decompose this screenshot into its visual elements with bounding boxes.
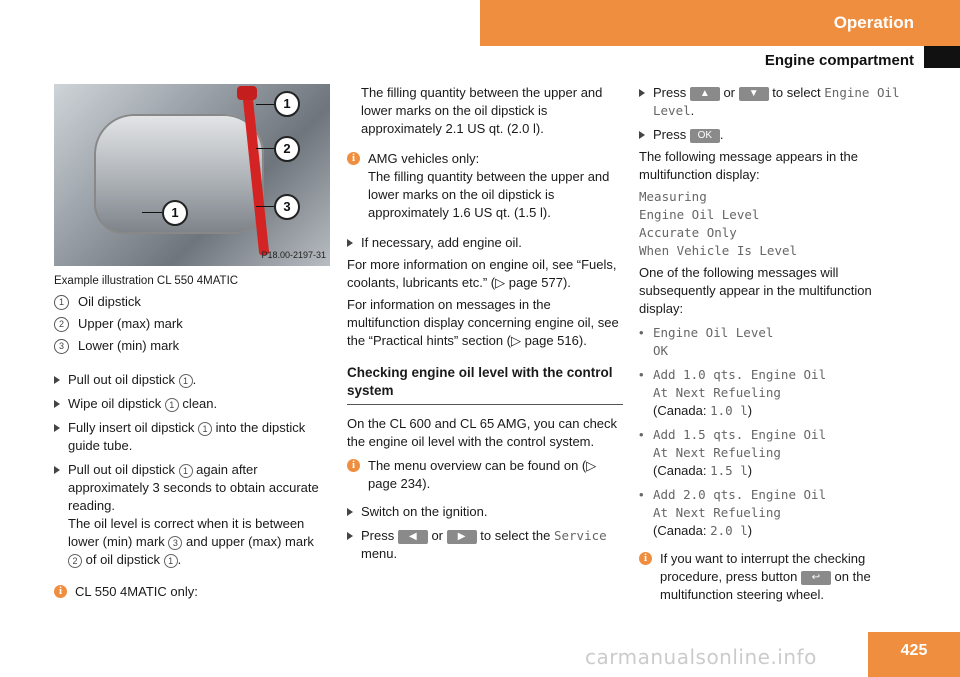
- message-line: At Next Refueling: [653, 505, 781, 520]
- engine-illustration: [54, 84, 330, 266]
- leader-line: [142, 212, 162, 213]
- paragraph: One of the following messages will subsequently appear in the multifunction display:: [639, 265, 872, 316]
- bullet: •: [639, 325, 644, 340]
- bullet: •: [639, 427, 644, 442]
- message-line: Add 1.0 qts. Engine Oil: [653, 367, 827, 382]
- step-text: Wipe oil dipstick 1 clean.: [68, 396, 218, 411]
- message-line: Add 2.0 qts. Engine Oil: [653, 487, 827, 502]
- menu-name: Service: [553, 528, 607, 543]
- dipstick-handle-image: [237, 86, 257, 100]
- up-arrow-key-icon: ▲: [690, 87, 720, 101]
- info-icon: i: [639, 552, 652, 565]
- column-3: [639, 84, 915, 604]
- canada-note: (Canada: 1.5 l): [653, 463, 753, 478]
- callout-1-bottom: 1: [162, 200, 188, 226]
- info-text: The menu overview can be found on (▷ page 234).: [368, 458, 597, 491]
- paragraph: For information on messages in the multifunction display concerning engine oil, see the “Practical hints” section (▷ page 516).: [347, 297, 619, 348]
- page-reference-link[interactable]: ▷ page 234: [368, 458, 597, 491]
- callout-3: 3: [274, 194, 300, 220]
- bullet: •: [639, 367, 644, 382]
- step-text: Fully insert oil dipstick 1 into the dipstick guide tube.: [68, 420, 306, 453]
- instruction-step: [347, 527, 623, 563]
- paragraph: For more information on engine oil, see “Fuels, coolants, lubricants etc.” (▷ page 577).: [347, 257, 617, 290]
- step-text: Pull out oil dipstick 1 .: [68, 372, 197, 387]
- legend-text: Lower (min) mark: [78, 338, 180, 353]
- step-text: Pull out oil dipstick 1 again after approximately 3 seconds to obtain accurate reading. The oil level is correct when it is between lower (min) mark 3 and upper (max) mark 2 of oil dipstick 1 .: [68, 462, 319, 567]
- leader-line: [256, 148, 274, 149]
- figure-code: P18.00-2197-31: [261, 250, 326, 260]
- step-arrow-icon: [54, 466, 60, 474]
- canada-note: (Canada: 2.0 l): [653, 523, 753, 538]
- info-note: [347, 150, 623, 222]
- message-option: [639, 324, 915, 360]
- instruction-step: [54, 395, 330, 413]
- step-arrow-icon: [347, 508, 353, 516]
- section-marker: [924, 46, 960, 68]
- step-text: Press ▲ or ▼ to select Engine Oil Level.: [653, 85, 900, 118]
- display-message: [639, 188, 915, 260]
- menu-item-name: Engine Oil Level: [653, 85, 900, 118]
- leader-line: [256, 206, 274, 207]
- ref-number: 1: [179, 464, 193, 478]
- info-note: [347, 457, 623, 493]
- bullet: •: [639, 487, 644, 502]
- instruction-step: [347, 503, 623, 521]
- message-line: At Next Refueling: [653, 385, 781, 400]
- left-arrow-key-icon: ◀: [398, 530, 428, 544]
- chapter-title: Operation: [833, 13, 914, 32]
- figure-caption: Example illustration CL 550 4MATIC: [54, 275, 239, 287]
- filling-quantity-text: The filling quantity between the upper and lower marks on the oil dipstick is approximately 2.1 US qt. (2.0 l).: [361, 85, 603, 136]
- watermark: carmanualsonline.info: [585, 645, 817, 669]
- info-icon: i: [54, 585, 67, 598]
- step-arrow-icon: [347, 532, 353, 540]
- page-reference-link[interactable]: ▷ page 516: [511, 333, 579, 348]
- message-line: Add 1.5 qts. Engine Oil: [653, 427, 827, 442]
- down-arrow-key-icon: ▼: [739, 87, 769, 101]
- legend-item: [54, 293, 330, 311]
- column-1: [54, 84, 330, 601]
- step-text: Switch on the ignition.: [361, 504, 488, 519]
- legend-text: Upper (max) mark: [78, 316, 183, 331]
- ok-key-icon: OK: [690, 129, 720, 143]
- message-line: At Next Refueling: [653, 445, 781, 460]
- message-option: [639, 366, 915, 420]
- instruction-step: [347, 234, 623, 252]
- message-line: Accurate Only: [639, 225, 737, 240]
- legend-number: 3: [54, 339, 69, 354]
- step-arrow-icon: [54, 376, 60, 384]
- message-option: [639, 426, 915, 480]
- leader-line: [256, 104, 274, 105]
- right-arrow-key-icon: ▶: [447, 530, 477, 544]
- subheading: Checking engine oil level with the control system: [347, 364, 623, 405]
- instruction-step: [54, 419, 330, 455]
- step-arrow-icon: [639, 131, 645, 139]
- step-text: Press ◀ or ▶ to select the Service menu.: [361, 528, 607, 561]
- step-arrow-icon: [54, 424, 60, 432]
- page-number: 425: [868, 632, 960, 677]
- paragraph: The following message appears in the multifunction display:: [639, 149, 858, 182]
- message-line: When Vehicle Is Level: [639, 243, 798, 258]
- step-arrow-icon: [639, 89, 645, 97]
- instruction-step: [54, 371, 330, 389]
- ref-number: 1: [179, 374, 193, 388]
- info-icon: i: [347, 459, 360, 472]
- legend-number: 2: [54, 317, 69, 332]
- message-line: Measuring: [639, 189, 707, 204]
- callout-1: 1: [274, 91, 300, 117]
- legend-text: Oil dipstick: [78, 294, 141, 309]
- message-line: Engine Oil Level: [639, 207, 760, 222]
- back-key-icon: ↩: [801, 571, 831, 585]
- legend-number: 1: [54, 295, 69, 310]
- ref-number: 3: [168, 536, 182, 550]
- instruction-step: [639, 126, 915, 144]
- step-arrow-icon: [347, 239, 353, 247]
- chapter-tab: [480, 0, 960, 46]
- step-text: If necessary, add engine oil.: [361, 235, 522, 250]
- column-2: [347, 84, 623, 563]
- info-text: If you want to interrupt the checking procedure, press button ↩ on the multifunction steering wheel.: [660, 551, 871, 602]
- callout-2: 2: [274, 136, 300, 162]
- message-line: OK: [653, 343, 669, 358]
- page-reference-link[interactable]: ▷ page 577: [495, 275, 563, 290]
- instruction-step: [54, 461, 330, 569]
- step-text: Press OK .: [653, 127, 724, 142]
- legend-item: [54, 337, 330, 355]
- info-note: [54, 583, 330, 601]
- canada-note: (Canada: 1.0 l): [653, 403, 753, 418]
- step-arrow-icon: [54, 400, 60, 408]
- ref-number: 1: [165, 398, 179, 412]
- instruction-step: [639, 84, 915, 120]
- legend-item: [54, 315, 330, 333]
- ref-number: 1: [164, 554, 178, 568]
- info-text: AMG vehicles only: The filling quantity between the upper and lower marks on the oil dipstick is approximately 1.6 US qt. (1.5 l).: [368, 151, 610, 220]
- section-title: Engine compartment: [764, 52, 914, 69]
- message-line: Engine Oil Level: [653, 325, 774, 340]
- paragraph: On the CL 600 and CL 65 AMG, you can check the engine oil level with the control system.: [347, 416, 618, 449]
- info-text: CL 550 4MATIC only:: [75, 584, 198, 599]
- message-option: [639, 486, 915, 540]
- ref-number: 1: [198, 422, 212, 436]
- info-note: [639, 550, 915, 604]
- info-icon: i: [347, 152, 360, 165]
- ref-number: 2: [68, 554, 82, 568]
